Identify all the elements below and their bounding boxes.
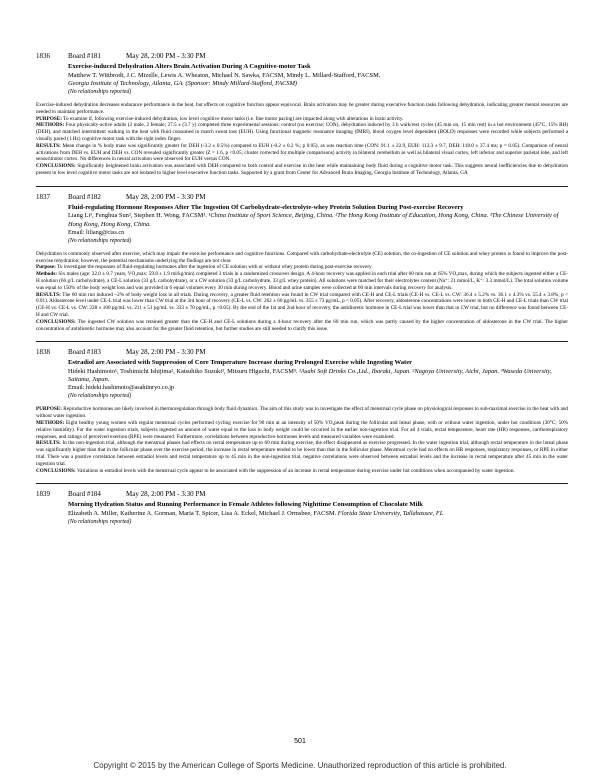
body-paragraph: METHODS: Four physically-active adults (2 male, 2 female; 27.5 ± (3.7 y) completed three experimental sessions: control (no exercise; CON), dehydration induced by 3 h walk/rest cycles (45 min on, 15 min rest) in a hot environment (45°C, 15% RH) (DEH), and matched intermittent walking in the heat with fluid consumed to match sweat loss (EUH). Using functional magnetic resonance imaging (fMRI), blood oxygen level dependent (BOLD) responses were recorded while subjects performed a visually paced (1 Hz) cognitive motor task with the right index finger. bbox=[36, 122, 569, 142]
abstract-number: 1839 bbox=[36, 490, 50, 499]
author-list: Matthew T. Wittbrodt, J.C. Mizelle, Lewis A. Wheaton, Michael N. Sawka, FACSM, Mindy L. Millard-Stafford, FACSM. bbox=[68, 71, 381, 79]
relationships-note: (No relationships reported) bbox=[68, 89, 132, 95]
author-email: Email: liliang@ciss.cn bbox=[68, 228, 125, 236]
divider bbox=[36, 186, 568, 187]
body-paragraph: Exercise-induced dehydration decreases endurance performance in the heat, but effects on cognitive function appear equivocal. Brain activation may be greater during executive function tasks following dehydration, indicating greater mental resources are needed to maintain performance. bbox=[36, 102, 568, 115]
abstract-1837 bbox=[36, 193, 568, 333]
abstract-header bbox=[36, 490, 568, 499]
body-paragraph: RESULTS: The 60 min run induced ~2% of body weight loss in all trials. During recovery, a greater fluid retention was found in CW trial compared with CE-H and CE-L trials (CE-H vs. CE-L vs. CW: 36.4 ± 5.2% vs. 36.1 ± 4.3% vs. 55.4 ± 3.8%, p < 0.01). Aldosterone level under CE-L trial was lower than CW trial at the 3rd hour of recovery (CE-L vs. CW: 262 ± 60 pg/mL vs. 355 ± 73 pg/mL, p < 0.05). After recovery, aldosterone concentrations were lower in both CE-H and CE-L trials than CW trial (CE-H vs. CE-L vs. CW: 228 ± 100 pg/mL vs. 211 ± 51 pg/mL vs. 333 ± 70 pg/mL, p <0.05). By the end of the 1st and 2nd hour of recovery, the antidiuretic hormone in CE-L trial was lower than that in CW trial, but no difference was found between CE-H and CW trial. bbox=[36, 291, 568, 318]
abstract-1839 bbox=[36, 490, 568, 526]
abstract-body bbox=[36, 251, 568, 333]
abstract-header bbox=[36, 52, 568, 61]
abstract-title: Exercise-induced Dehydration Alters Brain Activation During A Cognitive-motor Task bbox=[68, 63, 311, 70]
session-time: May 28, 2:00 PM - 3:30 PM bbox=[126, 348, 206, 357]
author-email: Email: hideki.hashimoto@asahiinryo.co.jp bbox=[68, 384, 175, 392]
session-time: May 28, 2:00 PM - 3:30 PM bbox=[126, 52, 206, 60]
abstracts-page bbox=[36, 52, 568, 526]
page-number: 501 bbox=[294, 738, 306, 745]
body-paragraph: RESULTS: Mean change in % body mass was significantly greater for DEH (-3.2 ± 0.5%) compared to EUH (-0.2 ± 0.2 %; p 0.05), as was reaction time (CON: 91.1 ± 22.9, EUH: 113.3 ± 9.7, DEH: 118.0 ± 37.4 ms; p = 0.05). Comparison of neural activations from DEH vs. EUH and DEH vs. CON revealed significantly greater (Z = 1.6, p <0.05; cluster corrected for multiple comparisons) activity in bilateral cerebellum as well as bilateral visual cortex, left inferior and superior parietal lobe, and left sensorimotor cortex. No differences in neural activation were observed for EUH versus CON. bbox=[36, 142, 568, 163]
relationships-note: (No relationships reported) bbox=[68, 237, 132, 244]
abstract-header bbox=[36, 193, 568, 202]
abstract-body bbox=[36, 406, 568, 474]
abstract-title: Fluid-regulating Hormone Responses After The Ingestion Of Carbohydrate-electrolyte-whey Protein Solution During Post-exercise Recovery bbox=[68, 203, 464, 211]
abstract-1838 bbox=[36, 348, 568, 474]
relationships-note: (No relationships reported) bbox=[68, 393, 132, 400]
abstract-1836 bbox=[36, 52, 568, 177]
abstract-authors bbox=[68, 212, 568, 228]
author-affiliation: Florida State University, Tallahassee, FL bbox=[337, 509, 444, 517]
author-affiliation: Georgia Institute of Technology, Atlanta, GA. (Sponsor: Mindy Millard-Stafford, FACSM) bbox=[68, 79, 298, 87]
abstract-header bbox=[36, 348, 568, 357]
session-time: May 28, 2:00 PM - 3:30 PM bbox=[126, 490, 206, 499]
body-paragraph: RESULTS: In the non-ingestion trial, although the menstrual phases had effects on rectal temperature up to 60 min during exercise, the effect disappeared as exercise progressed. In the water ingestion trial, although rectal temperature in the luteal phase was significantly higher than that in the follicular phase over the exercise period, the increase in rectal temperature tended to be lower than that in the follicular phase. Menstrual cycle had no effects on HR responses, respiratory responses, or RPE in either trial. There was a positive correlation between estradiol levels and rectal temperature up to 45 min in the non-ingestion trial, negative correlations were observed between estradiol levels and the increase in rectal temperature after 45 min in the water ingestion trial. bbox=[36, 440, 568, 467]
abstract-title: Morning Hydration Status and Running Performance in Female Athletes following Nighttime Consumption of Chocolate Milk bbox=[68, 501, 423, 509]
divider bbox=[36, 341, 568, 342]
session-time: May 28, 2:00 PM - 3:30 PM bbox=[126, 192, 206, 201]
author-list: Liang Li¹, Fenghua Sun², Stephen H. Wong, FACSM³. bbox=[68, 212, 207, 220]
board-number: Board #182 bbox=[68, 192, 101, 201]
author-list: Hideki Hashimoto¹, Toshimichi Ishijima², Katsuhiko Suzuki³, Mitsuru Higuchi, FACSM³. bbox=[68, 367, 298, 375]
author-list: Elizabeth A. Miller, Katherine A. Gorman, Maria T. Spicer, Lisa A. Eckel, Michael J. Ormsbee, FACSM. bbox=[68, 509, 337, 517]
board-number: Board #183 bbox=[68, 348, 101, 357]
abstract-authors bbox=[68, 368, 568, 384]
body-paragraph: Dehydration is commonly observed after exercise, which may impair the exercise performance and cognitive functions. Compared with carbohydrate-electrolyte (CE) solution, the co-ingestion of CE solution and whey protein is found to improve the post-exercise rehydration; however, the potential mechanisms underlying the findings are not clear. bbox=[36, 250, 568, 264]
divider bbox=[36, 483, 568, 484]
body-paragraph: Purpose: To investigate the responses of fluid-regulating hormones after the ingestion of CE solution with or without whey protein during post-exercise recovery. bbox=[36, 264, 373, 271]
body-paragraph: Methods: Six males (age: 22.0 ± 0.7 years, VO₂max: 59.8 ± 1.9 ml/kg/min) completed 3 trials in a randomized crossover design. A 4-hour recovery was applied in each trial after 60 min run at 65% VO₂max, during which the subjects ingested either a CE-H solution (66 g/L carbohydrate), a CE-L solution (33 g/L carbohydrate), or a CW solution (33 g/L carbohydrate, 33 g/L whey protein). All solutions were matched for their electrolytes content (Na⁺: 21 mmol/L, K⁺: 3.3 mmol/L). The total solution volume was equal to 150% of the body weight loss and was provided in 6 equal volumes every 30 min during recovery. Blood and urine samples were collected at 60 min intervals during recovery for analysis. bbox=[36, 271, 568, 291]
body-paragraph: CONCLUSIONS: Significantly heightened brain activation was associated with DEH compared to both control and exercise in the heat while maintaining body fluid during a cognitive motor task. This suggests neural inefficiencies due to dehydration present in low level cognitive motor tasks are not isolated to higher level executive function tasks. Supported by a grant from Center for Advanced Brain Imaging, Georgia Institute of Technology, Atlanta, GA bbox=[36, 163, 569, 176]
copyright-notice: Copyright © 2015 by the American College of Sports Medicine. Unauthorized reproduction of this article is prohibited. bbox=[93, 761, 507, 770]
body-paragraph: CONCLUSIONS: Variations in estradiol levels with the menstrual cycle appear to be associated with the suppression of an increase in rectal temperature during exercise under hot conditions when accompanied by water ingestion. bbox=[36, 467, 515, 474]
body-paragraph: METHODS: Eight healthy young women with regular menstrual cycles performed cycling exercise for 90 min at an intensity of 50% VO₂peak during the follicular and luteal phase, with or without water ingestion, under hot conditions (30°C; 50% relative humidity). For the water ingestion trials, subjects ingested an amount of water equal to the loss in body weight could be occurred in the earlier non-ingestion trial. For all 4 trials, rectal temperature, heart rate (HR) responses, cardiorespiratory responses, and ratings of perceived exertion (RPE) were measured. Furthermore, correlations between reproductive hormones levels and measured variables were examined. bbox=[36, 419, 569, 440]
author-affiliation: ¹Asahi Soft Drinks Co.,Ltd., Ibaraki, Japan. ²Nagoya University, Aichi, Japan. ³Waseda University, Saitama, Japan. bbox=[68, 367, 552, 384]
abstract-body bbox=[36, 102, 568, 177]
abstract-number: 1837 bbox=[36, 192, 50, 201]
relationships-note: (No relationships reported) bbox=[68, 519, 132, 526]
abstract-number: 1836 bbox=[36, 52, 50, 60]
body-paragraph: PURPOSE: Reproductive hormones are likely involved in thermoregulation through body fluid dynamics. The aim of this study was to investigate the effect of menstrual cycle phase on physiological responses to sub-maximal exercise in the heat with and without water ingestion. bbox=[36, 406, 569, 420]
abstract-number: 1838 bbox=[36, 348, 50, 357]
abstract-authors bbox=[68, 510, 568, 518]
board-number: Board #184 bbox=[68, 490, 101, 499]
body-paragraph: CONCLUSIONS: The ingested CW solution was retained greater than the CE-H and CE-L solutions during a 4-hour recovery after the 60 min run, which was partly caused by the higher concentration of aldosterone in the CW trial. The higher concentration of antidiuretic hormone may also account for the greater fluid retention, but further studies are still needed to clarify this issue. bbox=[36, 318, 568, 332]
abstract-authors bbox=[68, 72, 568, 88]
board-number: Board #181 bbox=[68, 52, 101, 60]
abstract-title: Estradiol are Associated with Suppression of Core Temperature Increase during Prolonged Exercise while Ingesting Water bbox=[68, 359, 413, 367]
body-paragraph: PURPOSE: To examine if, following exercise-induced dehydration, low level cognitive motor tasks (i.e. fine motor pacing) are impacted along with alterations in brain activity. bbox=[36, 115, 404, 122]
author-affiliation: ¹China Institute of Sport Science, Beijing, China. ²The Hong Kong Institute of Education, Hong Kong, China. ³The Chinese University of Hong Kong, Hong Kong, China. bbox=[68, 212, 559, 228]
